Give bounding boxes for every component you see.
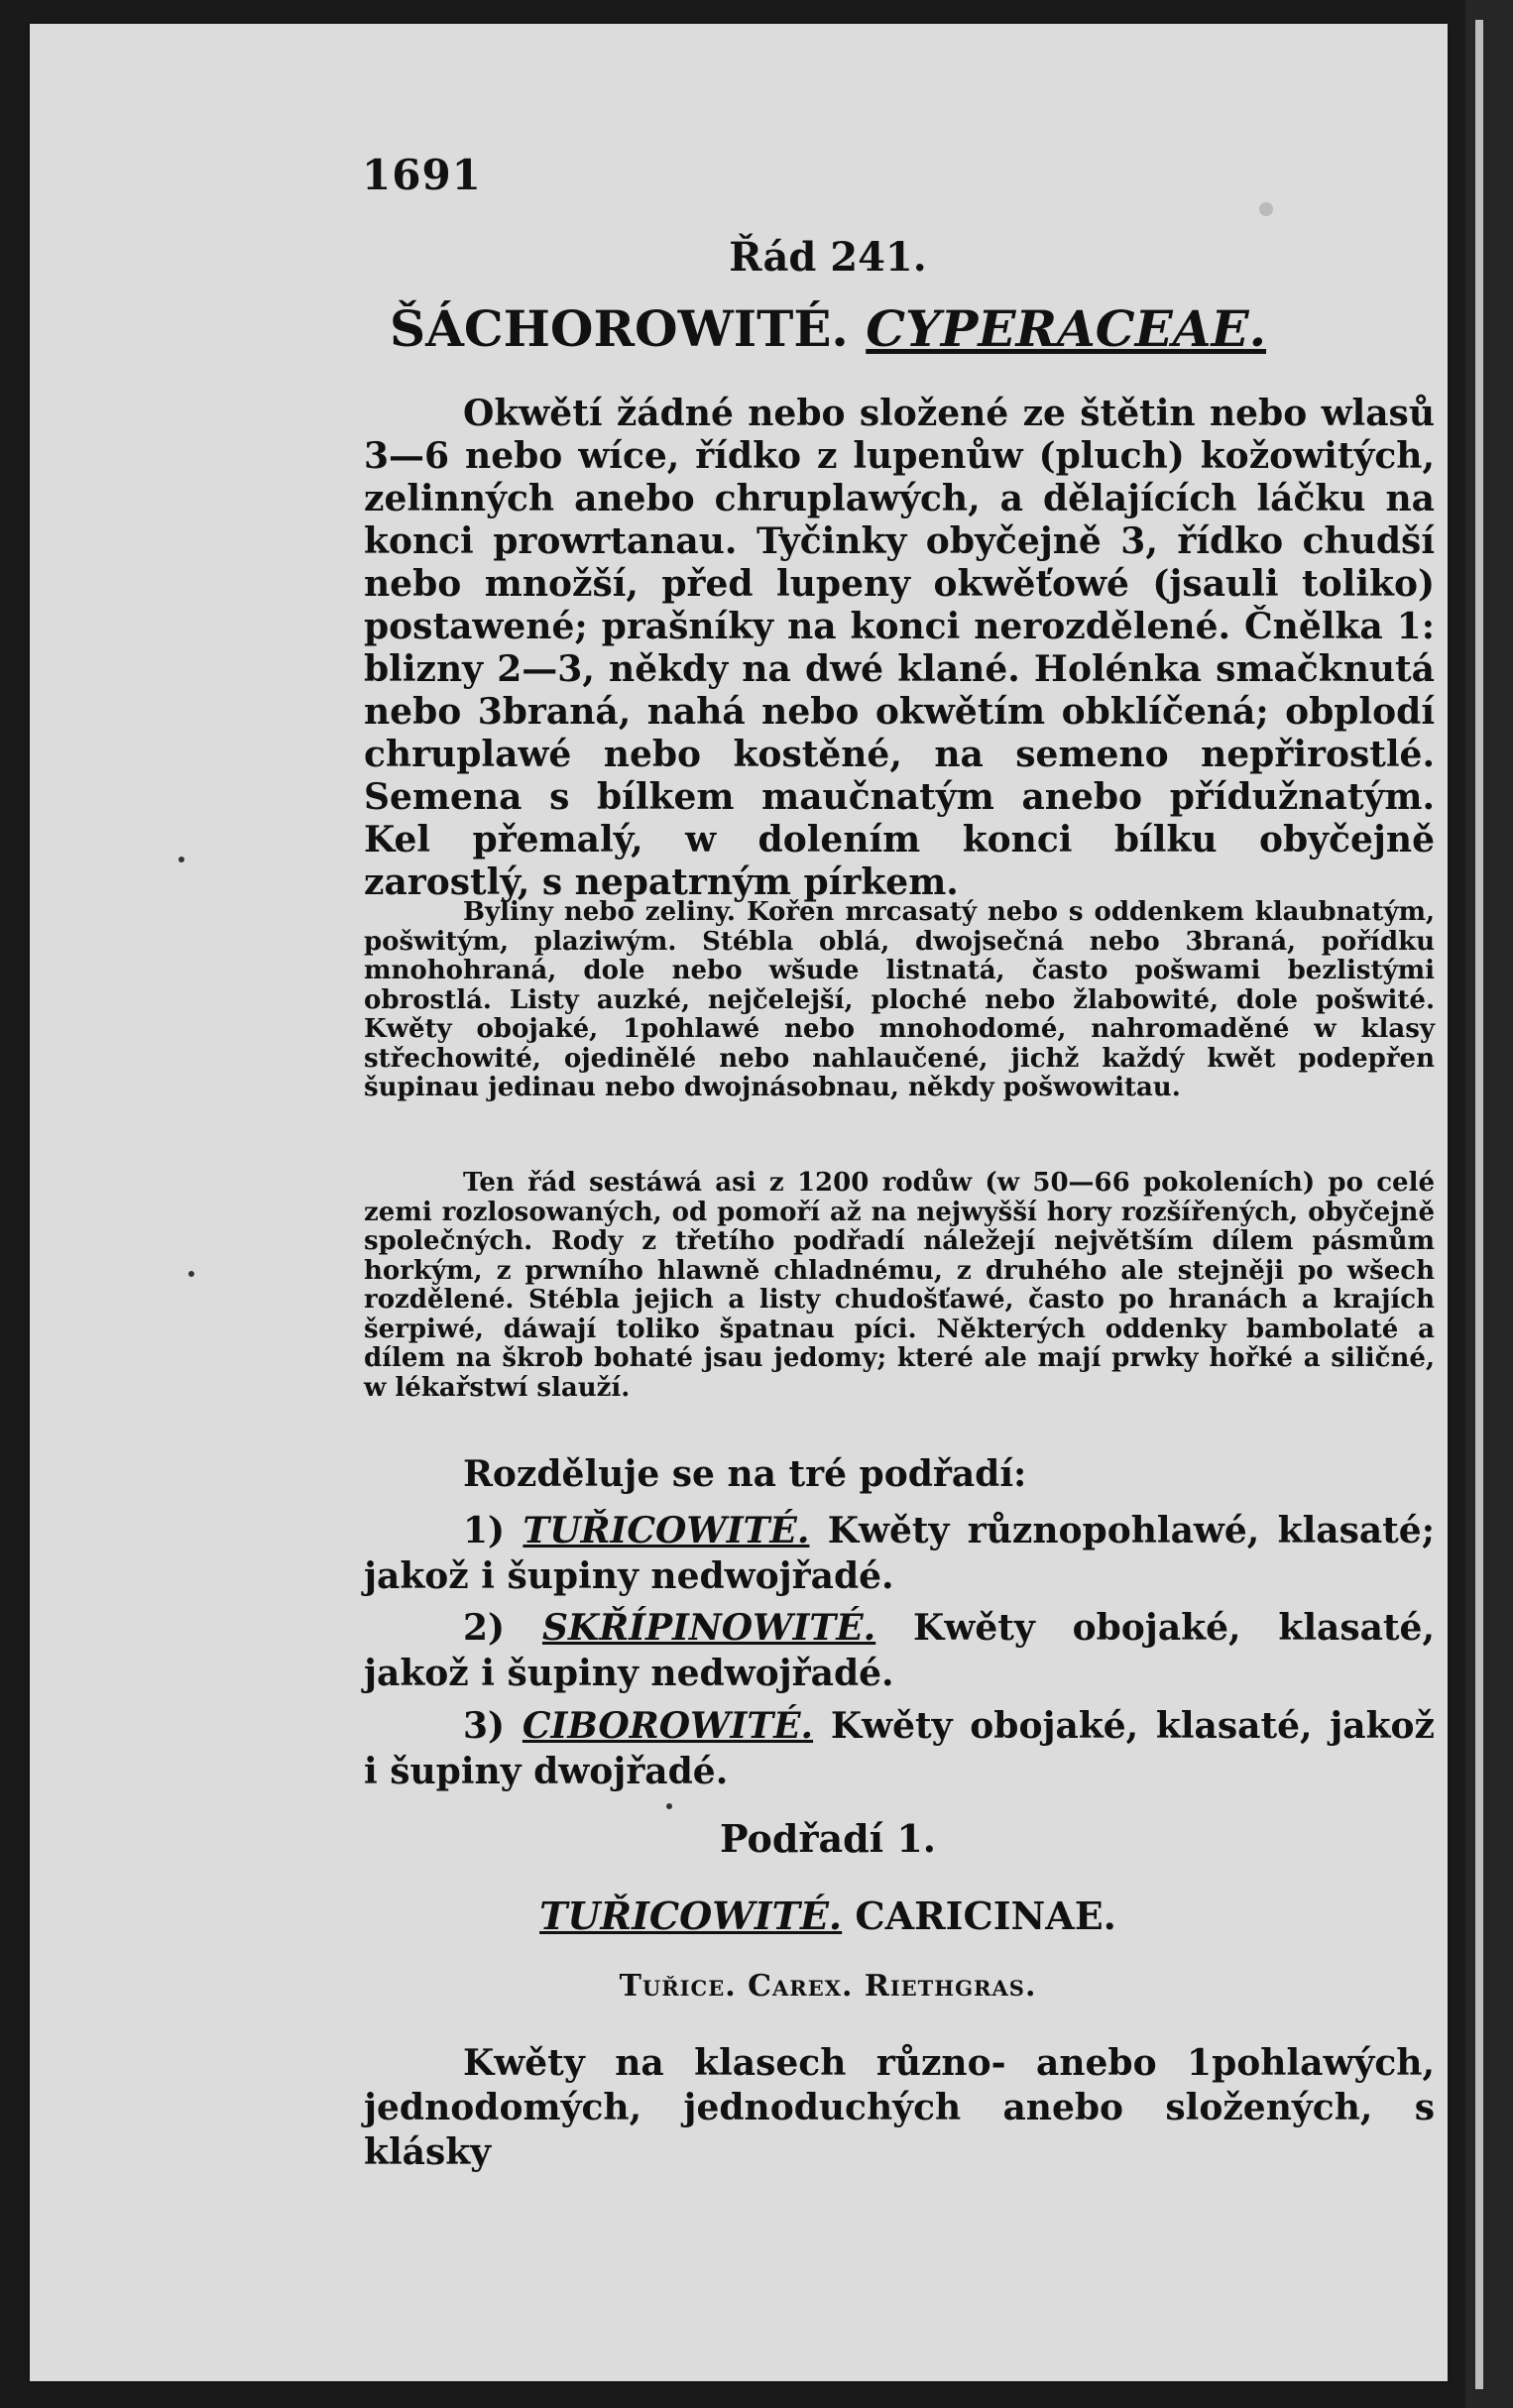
suborder-heading: Podřadí 1. bbox=[719, 1816, 937, 1861]
distribution-paragraph: Ten řád sestáwá asi z 1200 rodůw (w 50—66 pokoleních) po celé zemi rozlosowaných, od pomoří až na nejwyšší hory rozšířených, obyčejně společných. Rody z třetího podřadí náležejí největším dílem pásmům horkým, z prwního hlawně chladnému, z druhého ale stejněji po wšech rozdělené. Stébla jejich a listy chudošťawé, často po hranách a krajích šerpiwé, dáwají toliko špatnau píci. Některých oddenky bambolaté a dílem na škrob bohaté jsau jedomy; které ale mají prwky hořké a siličné, w lékařstwí slauží. bbox=[364, 1168, 1435, 1403]
subdivision-name: SKŘÍPINOWITÉ. bbox=[541, 1607, 876, 1649]
division-heading: Rozděluje se na tré podřadí: bbox=[463, 1453, 1027, 1495]
subdivision-number: 1) bbox=[463, 1510, 506, 1551]
subdivision-number: 2) bbox=[463, 1607, 506, 1649]
speck bbox=[188, 1271, 194, 1277]
subdivision-name: CIBOROWITÉ. bbox=[522, 1705, 814, 1747]
subdivision-text: Kwěty obojaké, klasaté, jakož i šupiny dwojřadé. bbox=[364, 1705, 1435, 1792]
subdivision-number: 3) bbox=[463, 1705, 506, 1747]
book-page bbox=[30, 24, 1448, 2381]
genus-heading: Tuřice. Carex. Riethgras. bbox=[619, 1969, 1037, 2004]
family-czech: ŠÁCHOROWITÉ. bbox=[389, 299, 849, 358]
scan-edge-strip bbox=[1465, 0, 1513, 2408]
page-number: 1691 bbox=[362, 151, 482, 199]
suborder-latin: CARICINAE. bbox=[855, 1893, 1116, 1938]
subdivision-name: TUŘICOWITÉ. bbox=[523, 1510, 810, 1551]
order-heading: Řád 241. bbox=[729, 234, 927, 281]
speck bbox=[1259, 202, 1273, 216]
subdivision-item bbox=[364, 1508, 1435, 1599]
subdivision-item bbox=[364, 1605, 1435, 1696]
speck bbox=[666, 1803, 672, 1809]
description-paragraph: Okwětí žádné nebo složené ze štětin nebo wlasů 3—6 nebo wíce, řídko z lupenůw (pluch) kožowitých, zelinných anebo chruplawých, a dělajících láčku na konci prowrtanau. Tyčinky obyčejně 3, řídko chudší nebo množší, před lupeny okwěťowé (jsauli toliko) postawené; prašníky na konci nerozdělené. Čnělka 1: blizny 2—3, někdy na dwé klané. Holénka smačknutá nebo 3braná, nahá nebo okwětím obklíčená; obplodí chruplawé nebo kostěné, na semeno nepřirostlé. Semena s bílkem maučnatým anebo přídužnatým. Kel přemalý, w dolením konci bílku obyčejně zarostlý, s nepatrným pírkem. bbox=[364, 393, 1435, 903]
genus-paragraph: Kwěty na klasech různo- anebo 1pohlawých, jednodomých, jednoduchých anebo složených, s klásky bbox=[364, 2042, 1435, 2173]
subdivision-item bbox=[364, 1703, 1435, 1794]
suborder-czech: TUŘICOWITÉ. bbox=[539, 1893, 843, 1938]
subdivision-text: Kwěty obojaké, klasaté, jakož i šupiny nedwojřadé. bbox=[364, 1607, 1435, 1694]
family-heading bbox=[30, 299, 1448, 358]
suborder-family bbox=[30, 1893, 1448, 1938]
subdivision-text: Kwěty různopohlawé, klasaté; jakož i šupiny nedwojřadé. bbox=[364, 1510, 1435, 1597]
habit-paragraph: Byliny nebo zeliny. Kořen mrcasatý nebo s oddenkem klaubnatým, pošwitým, plaziwým. Stébla oblá, dwojsečná nebo 3braná, pořídku mnohohraná, dole nebo wšude listnatá, často pošwami bezlistými obrostlá. Listy auzké, nejčelejší, ploché nebo žlabowité, dole pošwité. Kwěty obojaké, 1pohlawé nebo mnohodomé, nahromaděné w klasy střechowité, ojedinělé nebo nahlaučené, jichž každý kwět podepřen šupinau jedinau nebo dwojnásobnau, někdy pošwowitau. bbox=[364, 897, 1435, 1102]
speck bbox=[178, 857, 184, 862]
family-latin: CYPERACEAE. bbox=[866, 299, 1267, 358]
scan-edge-line bbox=[1475, 20, 1483, 2389]
